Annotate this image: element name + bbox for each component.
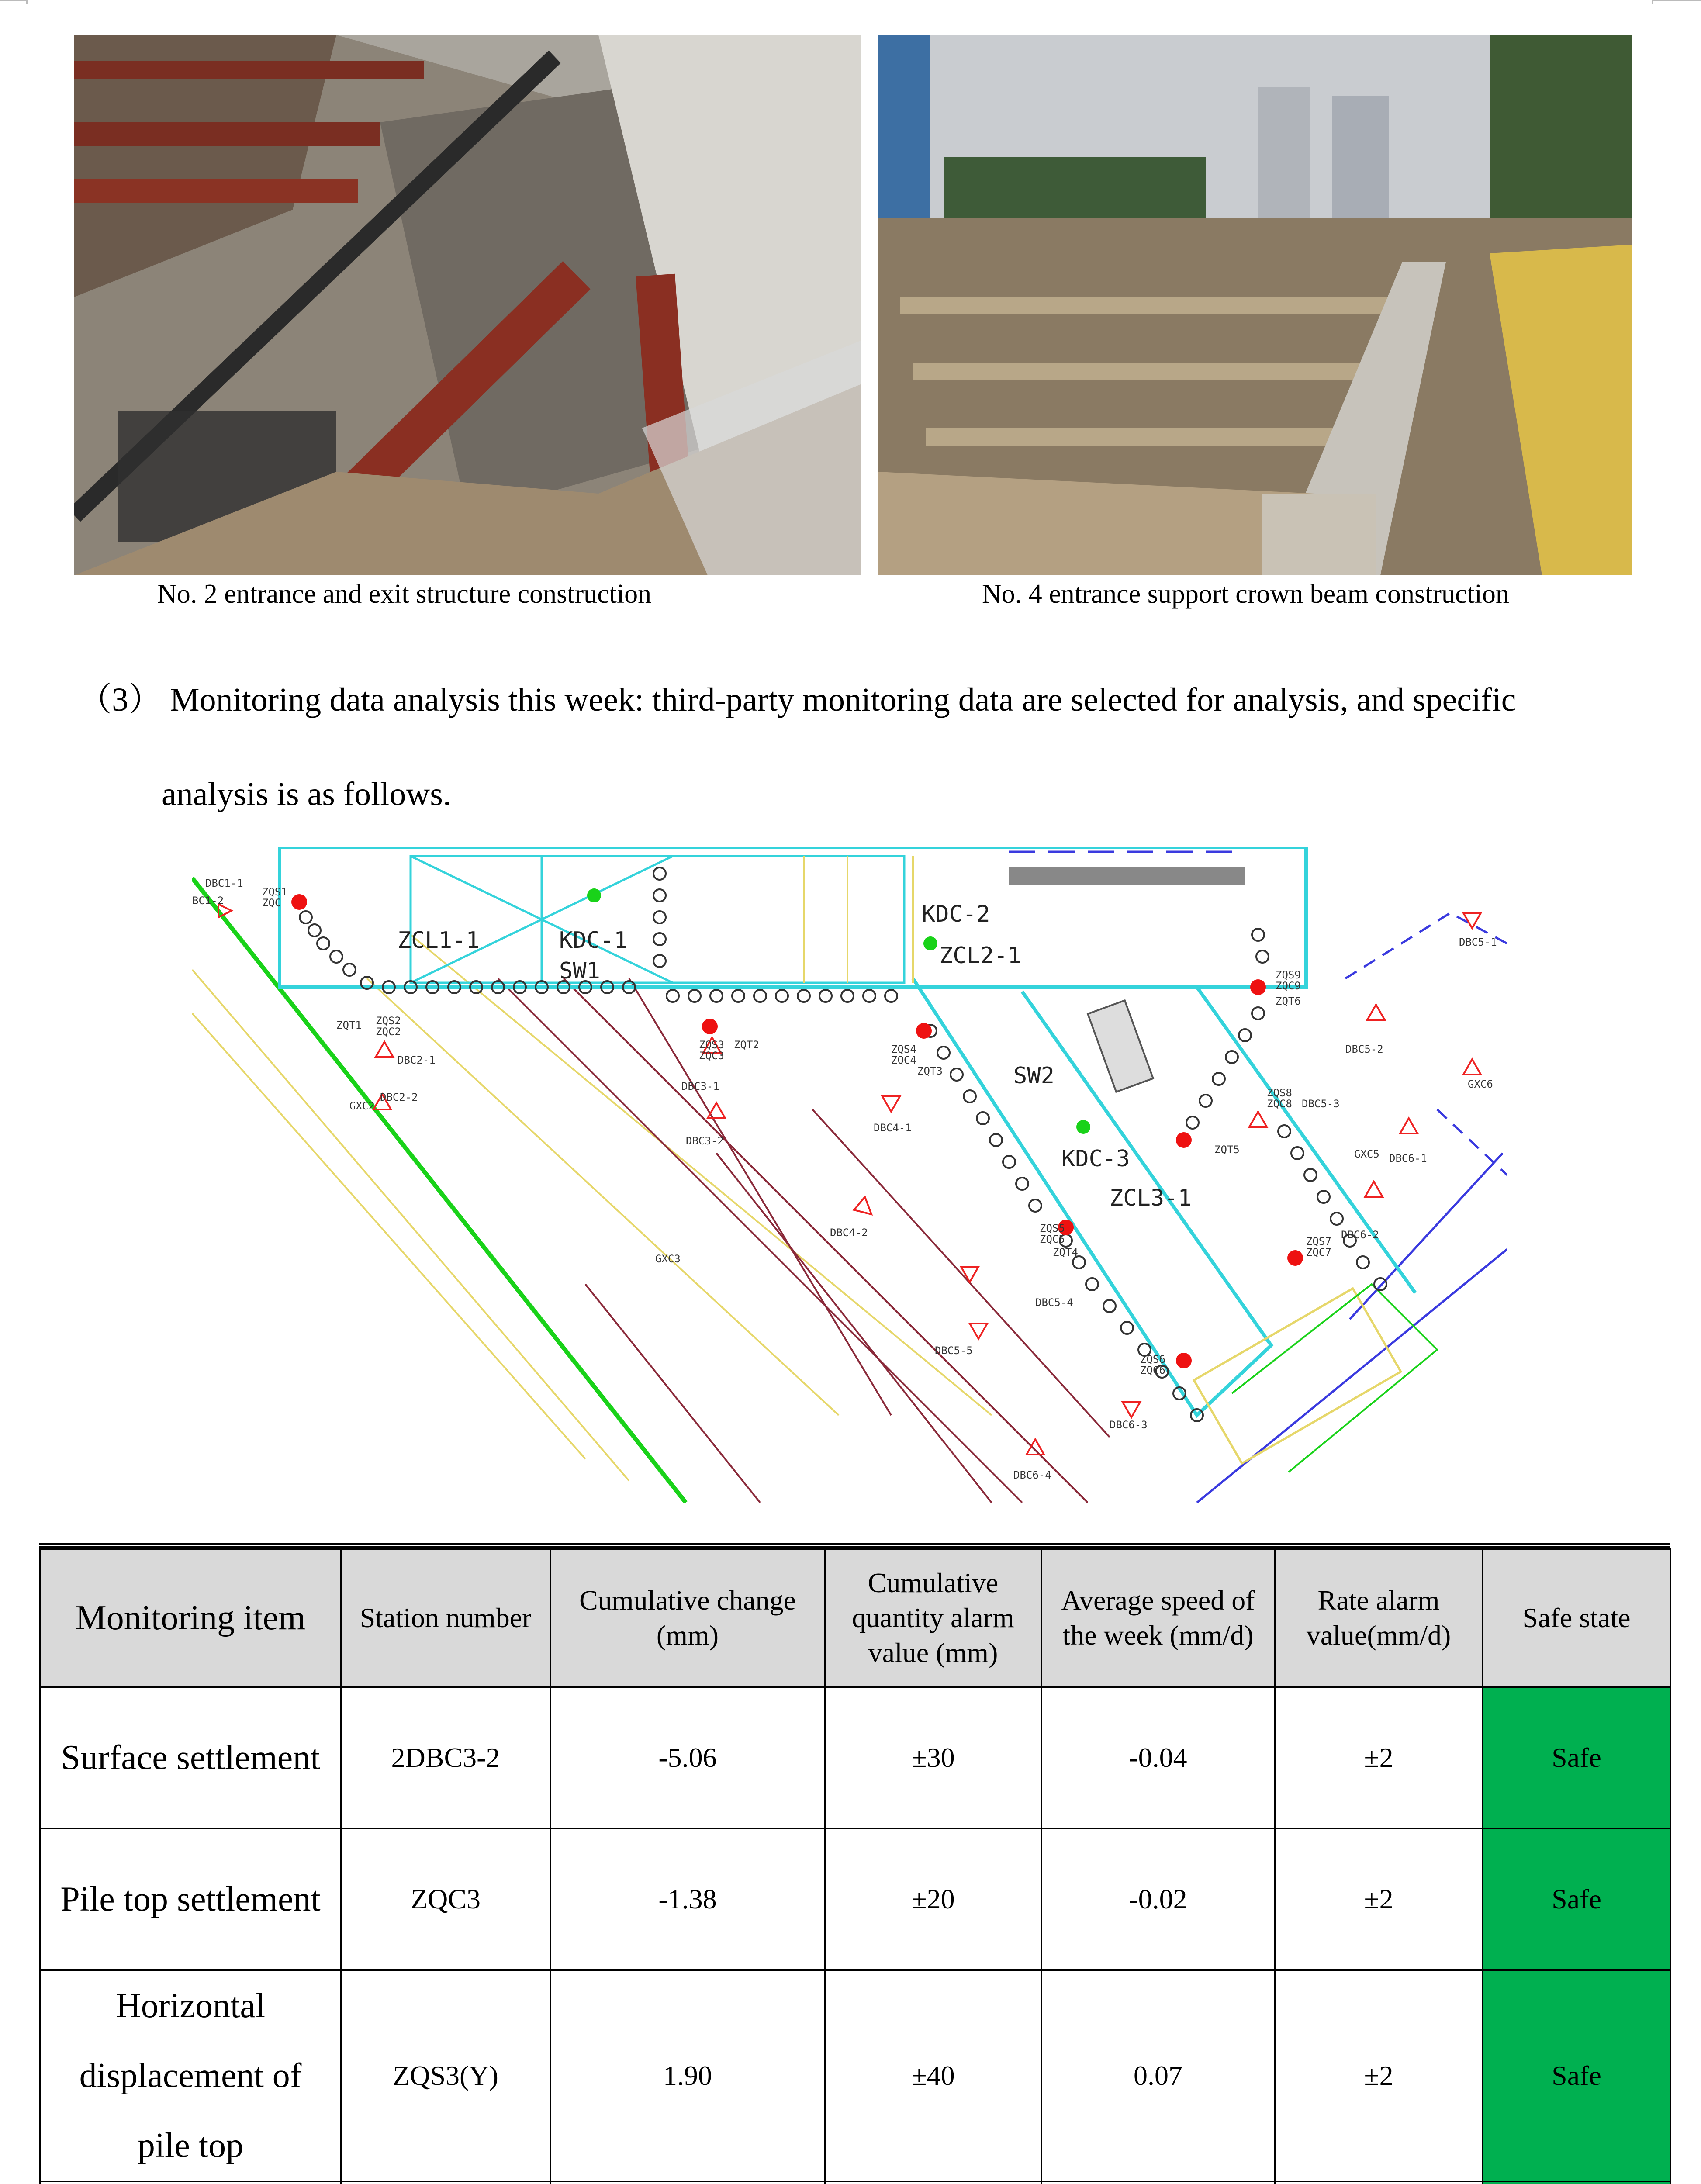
label-zqt1: ZQT1 bbox=[336, 1019, 362, 1031]
label-gxc2: GXC2 bbox=[349, 1100, 375, 1112]
label-zqs9: ZQS9 bbox=[1276, 969, 1301, 981]
label-kdc3: KDC-3 bbox=[1061, 1146, 1130, 1172]
label-gxc6: GXC6 bbox=[1468, 1078, 1493, 1090]
photo-caption-2: No. 4 entrance support crown beam construction bbox=[982, 579, 1509, 609]
cell-safe-state bbox=[1483, 2181, 1670, 2184]
label-kdc2: KDC-2 bbox=[922, 901, 990, 927]
cell-cumulative bbox=[550, 2181, 825, 2184]
label-dbc6-3: DBC6-3 bbox=[1110, 1419, 1148, 1431]
header-rate-alarm: Rate alarm value(mm/d) bbox=[1275, 1549, 1483, 1687]
monitoring-point-layout-drawing bbox=[192, 847, 1507, 1503]
cell-alarm: ±40 bbox=[825, 1970, 1041, 2181]
page-corner-mark-left bbox=[0, 0, 28, 4]
table-row bbox=[40, 2181, 1670, 2184]
label-zqc3: ZQC3 bbox=[699, 1050, 724, 1062]
label-sw1: SW1 bbox=[559, 958, 600, 984]
table-row bbox=[40, 1687, 1670, 1828]
cell-safe-state: Safe bbox=[1483, 1687, 1670, 1828]
label-zqc6: ZQC6 bbox=[1140, 1364, 1165, 1376]
cell-rate: ±2 bbox=[1275, 1970, 1483, 2181]
table-row bbox=[40, 1828, 1670, 1970]
label-zqs8: ZQS8 bbox=[1267, 1087, 1292, 1099]
label-dbc6-4: DBC6-4 bbox=[1013, 1469, 1051, 1481]
header-station-number: Station number bbox=[341, 1549, 550, 1687]
cell-cumulative: 1.90 bbox=[550, 1970, 825, 2181]
cell-speed: 0.07 bbox=[1041, 1970, 1275, 2181]
label-zqc1: ZQC bbox=[262, 897, 281, 909]
label-zqs5: ZQS5 bbox=[1040, 1222, 1065, 1234]
label-zqt3: ZQT3 bbox=[917, 1065, 943, 1077]
label-zcl3: ZCL3-1 bbox=[1110, 1185, 1192, 1211]
label-zcl2: ZCL2-1 bbox=[939, 943, 1021, 969]
table-row bbox=[40, 1970, 1670, 2181]
layout-drawing-svg bbox=[192, 847, 1507, 1503]
label-zqt2: ZQT2 bbox=[734, 1039, 759, 1051]
label-dbc5-3: DBC5-3 bbox=[1302, 1098, 1340, 1110]
label-zcl1: ZCL1-1 bbox=[398, 927, 480, 954]
cell-station: 2DBC3-2 bbox=[341, 1687, 550, 1828]
label-gxc5: GXC5 bbox=[1354, 1148, 1379, 1160]
header-cumulative-change: Cumulative change (mm) bbox=[550, 1549, 825, 1687]
label-dbc5-4: DBC5-4 bbox=[1035, 1296, 1073, 1309]
header-alarm-value: Cumulative quantity alarm value (mm) bbox=[825, 1549, 1041, 1687]
cell-alarm: ±20 bbox=[825, 1828, 1041, 1970]
label-zqt4: ZQT4 bbox=[1053, 1246, 1078, 1258]
photo-caption-1: No. 2 entrance and exit structure construction bbox=[157, 579, 652, 609]
label-dbc1-1: DBC1-1 bbox=[205, 877, 243, 889]
cell-station bbox=[341, 2181, 550, 2184]
label-kdc1: KDC-1 bbox=[559, 927, 628, 954]
label-zqt5: ZQT5 bbox=[1214, 1144, 1240, 1156]
cell-station: ZQS3(Y) bbox=[341, 1970, 550, 2181]
construction-photo-1 bbox=[74, 35, 861, 575]
table-header-row bbox=[40, 1549, 1670, 1687]
label-gxc3: GXC3 bbox=[655, 1253, 681, 1265]
analysis-paragraph-line-2: analysis is as follows. bbox=[162, 776, 451, 812]
header-monitoring-item: Monitoring item bbox=[40, 1549, 341, 1687]
cell-item bbox=[40, 2181, 341, 2184]
label-zqt6: ZQT6 bbox=[1276, 995, 1301, 1007]
label-dbc3-1: DBC3-1 bbox=[681, 1080, 719, 1092]
cell-cumulative: -5.06 bbox=[550, 1687, 825, 1828]
photo-crown-beam bbox=[878, 35, 1632, 575]
label-dbc4-1: DBC4-1 bbox=[874, 1122, 912, 1134]
label-dbc2-2: DBC2-2 bbox=[380, 1091, 418, 1103]
construction-photo-2 bbox=[878, 35, 1632, 575]
cell-rate: ±2 bbox=[1275, 1687, 1483, 1828]
analysis-paragraph-line-1: （3） Monitoring data analysis this week: third-party monitoring data are selected for analysis, and specific bbox=[79, 681, 1516, 718]
label-dbc1-2: BC1-2 bbox=[192, 895, 224, 907]
monitoring-data-table bbox=[39, 1543, 1670, 2184]
cell-station: ZQC3 bbox=[341, 1828, 550, 1970]
label-dbc4-2: DBC4-2 bbox=[830, 1227, 868, 1239]
label-zqs2: ZQS2 bbox=[376, 1015, 401, 1027]
label-zqc4: ZQC4 bbox=[891, 1054, 916, 1066]
label-zqc7: ZQC7 bbox=[1306, 1246, 1331, 1258]
cell-speed: -0.04 bbox=[1041, 1687, 1275, 1828]
label-zqs7: ZQS7 bbox=[1306, 1235, 1331, 1248]
label-dbc3-2: DBC3-2 bbox=[686, 1135, 724, 1147]
label-dbc6-1: DBC6-1 bbox=[1389, 1152, 1427, 1165]
cell-alarm: ±30 bbox=[825, 1687, 1041, 1828]
cell-speed: -0.02 bbox=[1041, 1828, 1275, 1970]
cell-cumulative: -1.38 bbox=[550, 1828, 825, 1970]
label-zqc9: ZQC9 bbox=[1276, 980, 1301, 992]
page-corner-mark-right bbox=[1652, 0, 1701, 4]
photo-entrance-structure bbox=[74, 35, 861, 575]
label-dbc5-5: DBC5-5 bbox=[935, 1344, 973, 1357]
label-zqs1: ZQS1 bbox=[262, 886, 287, 898]
cell-item: Surface settlement bbox=[40, 1687, 341, 1828]
cell-rate bbox=[1275, 2181, 1483, 2184]
label-dbc5-1: DBC5-1 bbox=[1459, 936, 1497, 948]
label-zqs3: ZQS3 bbox=[699, 1039, 724, 1051]
cell-item: Horizontal displacement of pile top bbox=[40, 1970, 341, 2181]
label-dbc6-2: DBC6-2 bbox=[1341, 1229, 1379, 1241]
label-dbc2-1: DBC2-1 bbox=[398, 1054, 436, 1066]
label-zqs4: ZQS4 bbox=[891, 1043, 916, 1055]
label-zqc2: ZQC2 bbox=[376, 1026, 401, 1038]
header-average-speed: Average speed of the week (mm/d) bbox=[1041, 1549, 1275, 1687]
cell-item: Pile top settlement bbox=[40, 1828, 341, 1970]
label-sw2: SW2 bbox=[1013, 1063, 1054, 1089]
cell-alarm bbox=[825, 2181, 1041, 2184]
green-boundary-line bbox=[192, 878, 686, 1503]
cell-speed bbox=[1041, 2181, 1275, 2184]
label-zqc8: ZQC8 bbox=[1267, 1098, 1292, 1110]
label-zqs6: ZQS6 bbox=[1140, 1353, 1165, 1365]
cell-rate: ±2 bbox=[1275, 1828, 1483, 1970]
label-zqc5: ZQC5 bbox=[1040, 1233, 1065, 1245]
label-dbc5-2: DBC5-2 bbox=[1345, 1043, 1383, 1055]
header-safe-state: Safe state bbox=[1483, 1549, 1670, 1687]
cell-safe-state: Safe bbox=[1483, 1970, 1670, 2181]
cell-safe-state: Safe bbox=[1483, 1828, 1670, 1970]
